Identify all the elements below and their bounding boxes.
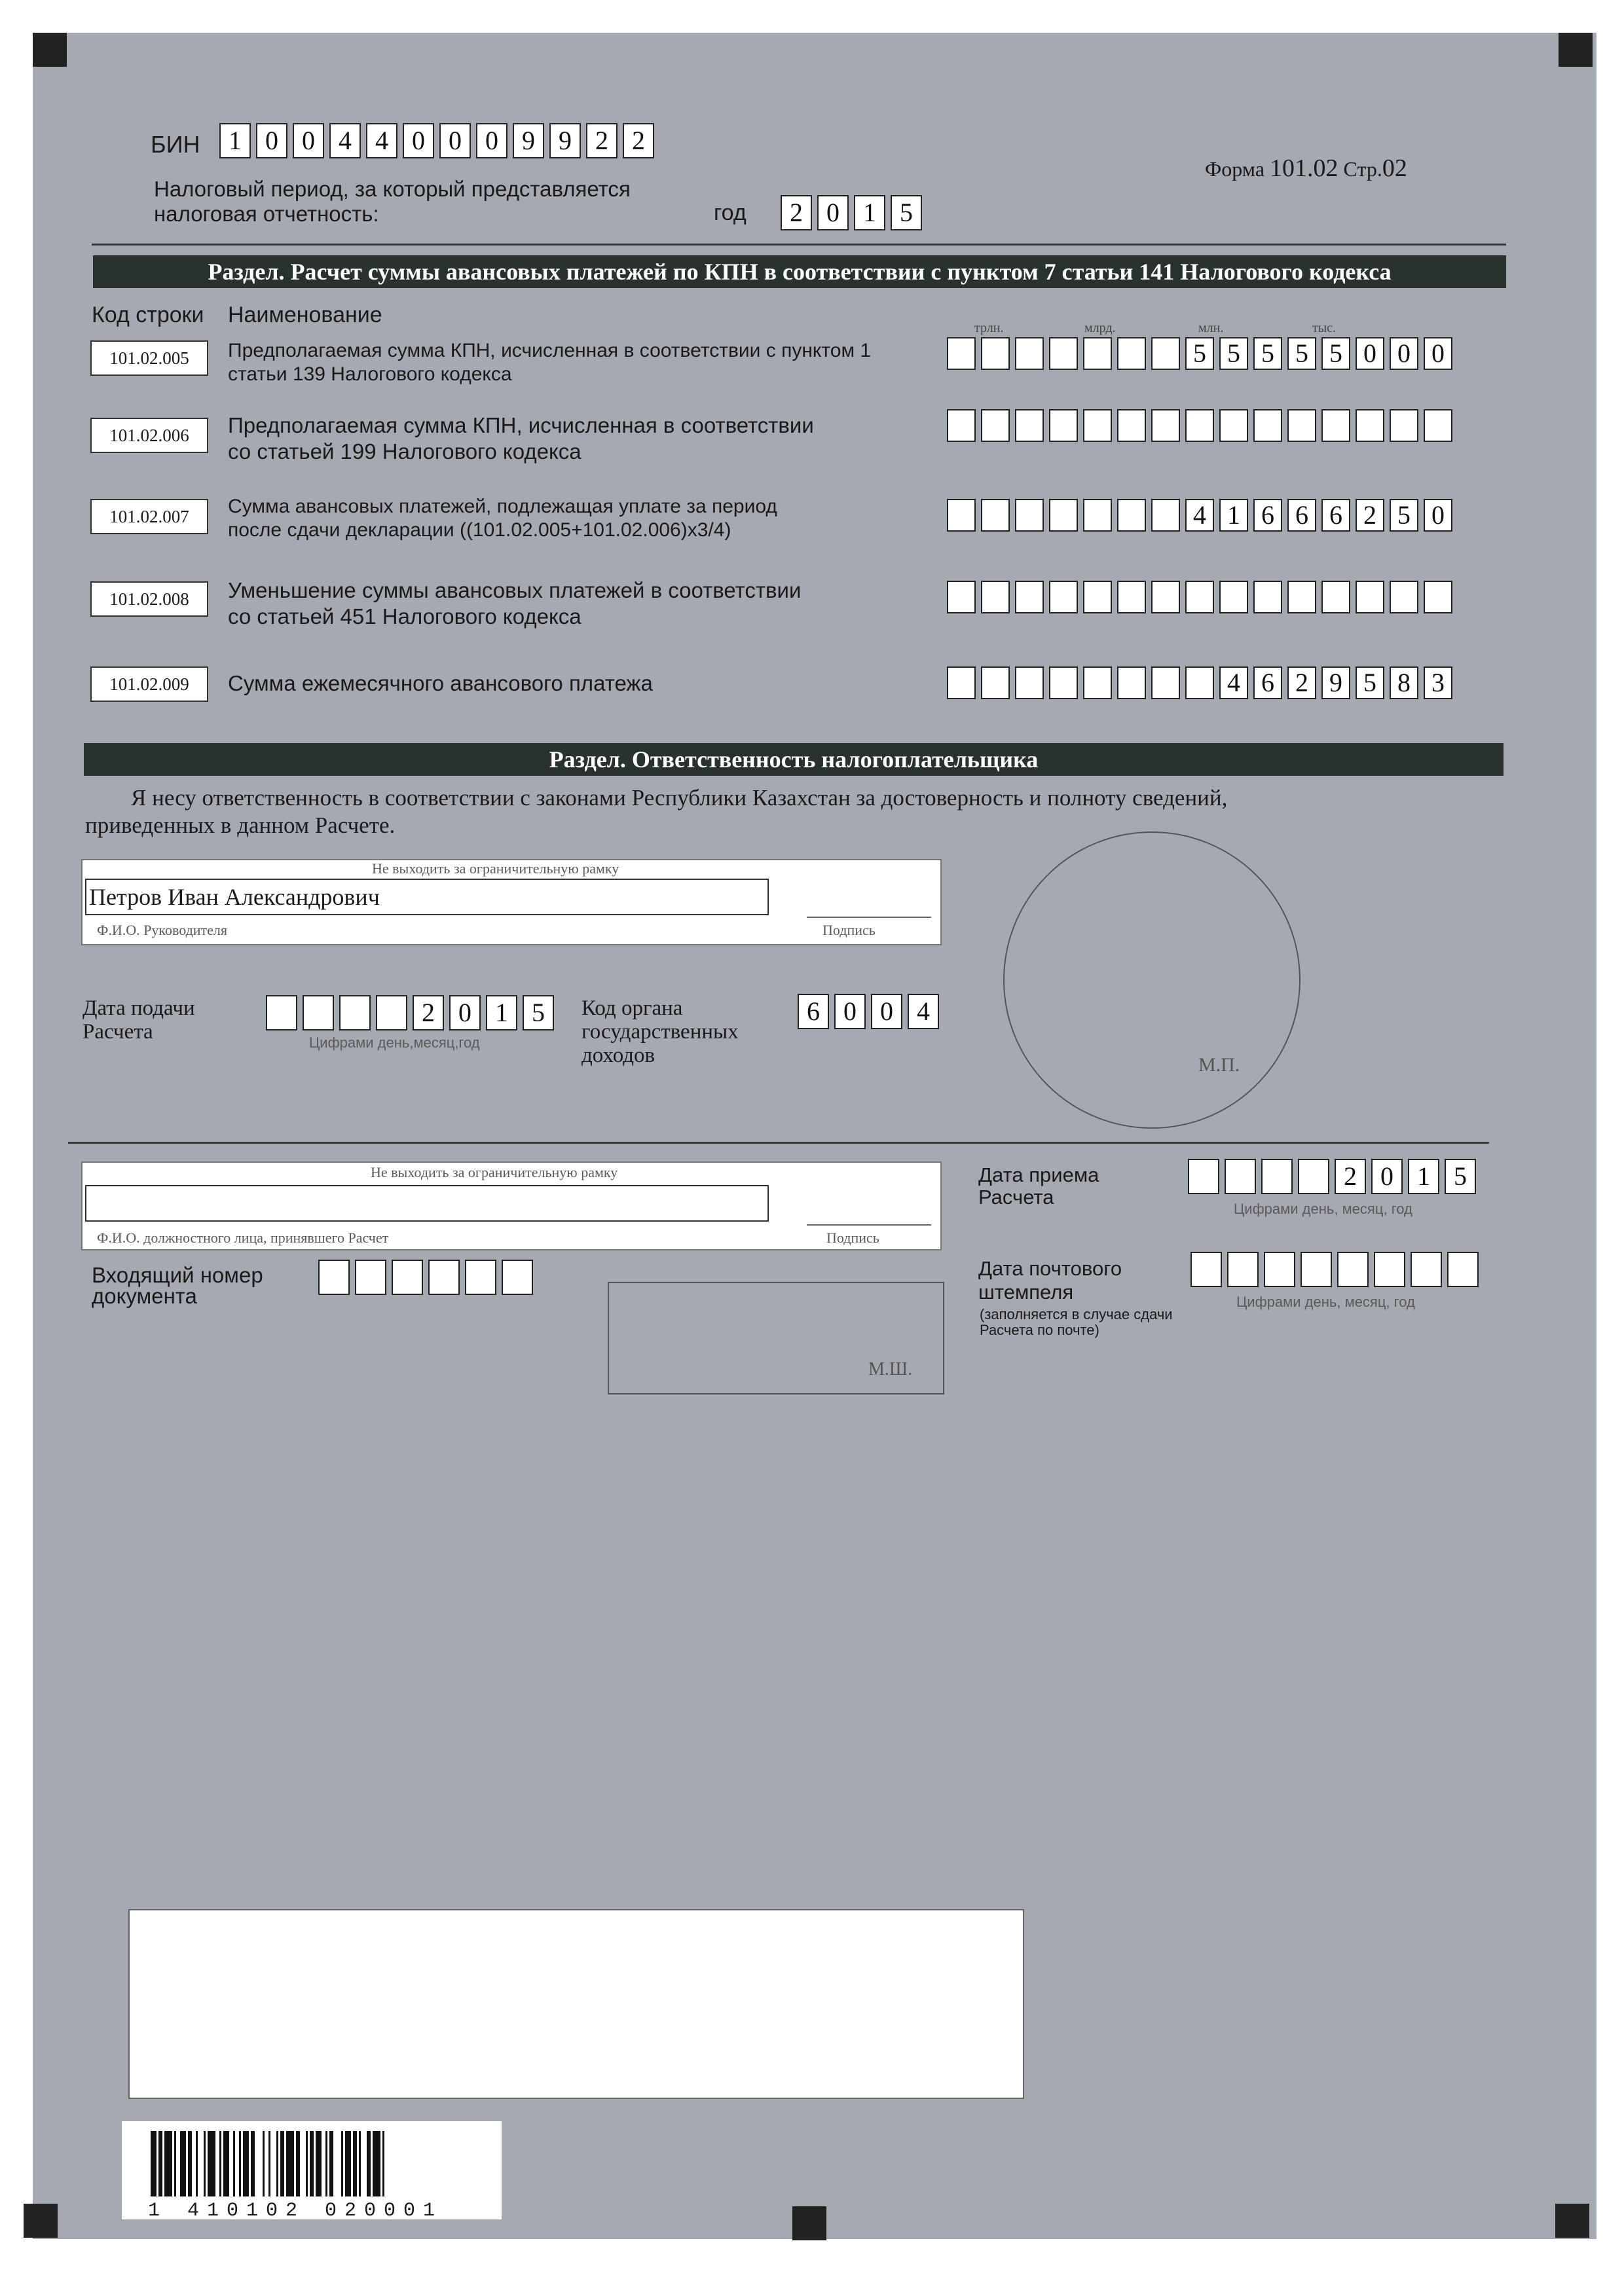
form-number-value: 101.02 bbox=[1270, 155, 1338, 182]
digit-cell[interactable]: 0 bbox=[1390, 337, 1418, 370]
digit-cell[interactable]: 6 bbox=[1321, 499, 1350, 532]
digit-cell[interactable] bbox=[1151, 337, 1180, 370]
digit-cell[interactable]: 6 bbox=[1253, 666, 1282, 699]
digit-cell[interactable] bbox=[1117, 581, 1146, 613]
digit-cell[interactable]: 0 bbox=[1356, 337, 1384, 370]
digit-cell[interactable]: 5 bbox=[1390, 499, 1418, 532]
digit-cell[interactable] bbox=[1390, 581, 1418, 613]
digit-cell[interactable] bbox=[1301, 1252, 1332, 1287]
page-label: Стр. bbox=[1343, 157, 1382, 181]
digit-cell[interactable] bbox=[1424, 409, 1452, 442]
digit-cell[interactable] bbox=[1151, 409, 1180, 442]
amount-field-101-02-009[interactable] bbox=[947, 666, 1452, 699]
digit-cell[interactable] bbox=[1117, 499, 1146, 532]
bin-field[interactable] bbox=[219, 123, 654, 158]
digit-cell[interactable] bbox=[1185, 409, 1214, 442]
digit-cell[interactable] bbox=[1117, 337, 1146, 370]
official-name-caption: Ф.И.О. должностного лица, принявшего Расчет bbox=[97, 1230, 389, 1246]
digit-cell[interactable] bbox=[1151, 499, 1180, 532]
digit-cell[interactable]: 2 bbox=[1356, 499, 1384, 532]
amount-field-101-02-006[interactable] bbox=[947, 409, 1452, 442]
digit-cell[interactable]: 5 bbox=[1185, 337, 1214, 370]
received-date-field[interactable] bbox=[1188, 1159, 1476, 1194]
digit-cell[interactable]: 0 bbox=[1424, 337, 1452, 370]
column-header-name: Наименование bbox=[228, 302, 382, 327]
digit-cell[interactable]: 6 bbox=[1253, 499, 1282, 532]
digit-cell[interactable]: 5 bbox=[1253, 337, 1282, 370]
barcode-bar bbox=[208, 2131, 215, 2196]
digit-cell[interactable]: 8 bbox=[1390, 666, 1418, 699]
unit-label-thousand: тыс. bbox=[1312, 321, 1337, 335]
digit-cell[interactable]: 6 bbox=[1287, 499, 1316, 532]
digit-cell[interactable] bbox=[1424, 581, 1452, 613]
digit-cell[interactable] bbox=[1411, 1252, 1442, 1287]
digit-cell[interactable] bbox=[1321, 581, 1350, 613]
digit-cell[interactable]: 1 bbox=[1408, 1159, 1439, 1194]
digit-cell[interactable] bbox=[1287, 581, 1316, 613]
row-name-101-02-005: Предполагаемая сумма КПН, исчисленная в соответствии с пунктом 1 статьи 139 Налогового кодекса bbox=[228, 340, 872, 385]
row-name-101-02-007: Сумма авансовых платежей, подлежащая уплате за период после сдачи декларации ((101.02.005+101.02.006)x3/4) bbox=[228, 496, 777, 541]
digit-cell[interactable] bbox=[1253, 581, 1282, 613]
director-name-field[interactable]: Петров Иван Александрович bbox=[85, 879, 769, 915]
registration-mark-top-left bbox=[33, 33, 67, 67]
digit-cell[interactable] bbox=[1356, 581, 1384, 613]
digit-cell[interactable] bbox=[1049, 666, 1078, 699]
postal-date-caption: Цифрами день, месяц, год bbox=[1236, 1294, 1415, 1310]
barcode-bar bbox=[188, 2131, 192, 2196]
unit-label-billion: млрд. bbox=[1084, 321, 1116, 335]
barcode-bar bbox=[263, 2131, 265, 2196]
barcode-bar bbox=[316, 2131, 322, 2196]
digit-cell[interactable]: 0 bbox=[293, 123, 324, 158]
digit-cell[interactable] bbox=[1015, 581, 1044, 613]
column-header-code: Код строки bbox=[92, 302, 204, 327]
form-label: Форма bbox=[1205, 157, 1265, 181]
digit-cell[interactable]: 4 bbox=[1185, 499, 1214, 532]
amount-field-101-02-008[interactable] bbox=[947, 581, 1452, 613]
registration-mark-bottom-right bbox=[1555, 2204, 1589, 2238]
barcode-bar bbox=[276, 2131, 278, 2196]
digit-cell[interactable] bbox=[1185, 581, 1214, 613]
official-name-field[interactable] bbox=[85, 1185, 769, 1222]
digit-cell[interactable] bbox=[947, 666, 976, 699]
director-frame-note: Не выходить за ограничительную рамку bbox=[372, 860, 619, 877]
digit-cell[interactable]: 0 bbox=[871, 994, 902, 1029]
digit-cell[interactable] bbox=[355, 1260, 386, 1295]
digit-cell[interactable] bbox=[1356, 409, 1384, 442]
director-signature-caption: Подпись bbox=[822, 922, 876, 938]
barcode-bar bbox=[204, 2131, 206, 2196]
digit-cell[interactable]: 2 bbox=[781, 195, 812, 230]
digit-cell[interactable]: 0 bbox=[817, 195, 849, 230]
digit-cell[interactable] bbox=[1083, 337, 1112, 370]
received-date-label: Дата приема Расчета bbox=[978, 1163, 1099, 1209]
barcode-bar bbox=[306, 2131, 308, 2196]
digit-cell[interactable] bbox=[947, 581, 976, 613]
digit-cell[interactable] bbox=[1219, 409, 1248, 442]
digit-cell[interactable]: 4 bbox=[329, 123, 361, 158]
submit-date-caption: Цифрами день,месяц,год bbox=[309, 1034, 480, 1051]
form-number bbox=[1205, 154, 1407, 183]
digit-cell[interactable]: 4 bbox=[908, 994, 939, 1029]
digit-cell[interactable] bbox=[1447, 1252, 1479, 1287]
row-code-101-02-009: 101.02.009 bbox=[90, 666, 208, 702]
digit-cell[interactable] bbox=[1083, 581, 1112, 613]
digit-cell[interactable]: 0 bbox=[834, 994, 866, 1029]
row-name-101-02-006: Предполагаемая сумма КПН, исчисленная в соответствии со статьей 199 Налогового кодекса bbox=[228, 413, 814, 464]
digit-cell[interactable] bbox=[1185, 666, 1214, 699]
director-signature-line[interactable] bbox=[807, 901, 931, 918]
section1-title-bar: Раздел. Расчет суммы авансовых платежей по КПН в соответствии с пунктом 7 статьи 141 Налогового кодекса bbox=[93, 255, 1506, 288]
digit-cell[interactable]: 9 bbox=[513, 123, 544, 158]
digit-cell[interactable] bbox=[1321, 409, 1350, 442]
digit-cell[interactable] bbox=[1374, 1252, 1405, 1287]
digit-cell[interactable]: 2 bbox=[1335, 1159, 1366, 1194]
digit-cell[interactable] bbox=[339, 995, 371, 1030]
digit-cell[interactable] bbox=[303, 995, 334, 1030]
digit-cell[interactable] bbox=[1227, 1252, 1259, 1287]
year-label: год bbox=[714, 200, 747, 225]
barcode-bar bbox=[329, 2131, 333, 2196]
barcode-bar bbox=[373, 2131, 380, 2196]
digit-cell[interactable]: 2 bbox=[623, 123, 654, 158]
digit-cell[interactable]: 9 bbox=[1321, 666, 1350, 699]
official-signature-caption: Подпись bbox=[826, 1230, 879, 1246]
row-name-101-02-008: Уменьшение суммы авансовых платежей в соответствии со статьей 451 Налогового кодекса bbox=[228, 578, 802, 629]
digit-cell[interactable] bbox=[1151, 666, 1180, 699]
barcode-bar bbox=[367, 2131, 371, 2196]
digit-cell[interactable] bbox=[1264, 1252, 1295, 1287]
barcode-bar bbox=[251, 2131, 255, 2196]
digit-cell[interactable] bbox=[1015, 499, 1044, 532]
digit-cell[interactable]: 9 bbox=[549, 123, 581, 158]
digit-cell[interactable]: 4 bbox=[366, 123, 397, 158]
digit-cell[interactable]: 5 bbox=[891, 195, 922, 230]
digit-cell[interactable]: 2 bbox=[586, 123, 618, 158]
barcode-bar bbox=[359, 2131, 361, 2196]
digit-cell[interactable] bbox=[266, 995, 297, 1030]
digit-cell[interactable] bbox=[1015, 409, 1044, 442]
digit-cell[interactable] bbox=[376, 995, 407, 1030]
digit-cell[interactable]: 5 bbox=[1445, 1159, 1476, 1194]
digit-cell[interactable] bbox=[1225, 1159, 1256, 1194]
digit-cell[interactable] bbox=[1261, 1159, 1293, 1194]
digit-cell[interactable] bbox=[392, 1260, 423, 1295]
digit-cell[interactable]: 3 bbox=[1424, 666, 1452, 699]
digit-cell[interactable] bbox=[318, 1260, 350, 1295]
digit-cell[interactable] bbox=[1390, 409, 1418, 442]
digit-cell[interactable]: 0 bbox=[439, 123, 471, 158]
responsibility-statement: Я несу ответственность в соответствии с законами Республики Казахстан за достоверность и полноту сведений, приведенных в данном Расчете. bbox=[85, 785, 1228, 838]
seal-circle bbox=[1003, 831, 1301, 1129]
row-name-101-02-009: Сумма ежемесячного авансового платежа bbox=[228, 671, 653, 695]
barcode-bar bbox=[233, 2131, 235, 2196]
digit-cell[interactable]: 1 bbox=[219, 123, 251, 158]
digit-cell[interactable] bbox=[1049, 499, 1078, 532]
digit-cell[interactable]: 1 bbox=[486, 995, 517, 1030]
barcode-bar bbox=[164, 2131, 172, 2196]
digit-cell[interactable]: 4 bbox=[1219, 666, 1248, 699]
unit-label-million: млн. bbox=[1198, 321, 1224, 335]
registration-mark-top-right bbox=[1559, 33, 1593, 67]
digit-cell[interactable] bbox=[1049, 581, 1078, 613]
official-frame-note: Не выходить за ограничительную рамку bbox=[371, 1164, 618, 1180]
digit-cell[interactable] bbox=[1083, 409, 1112, 442]
digit-cell[interactable] bbox=[981, 581, 1010, 613]
digit-cell[interactable] bbox=[1151, 581, 1180, 613]
digit-cell[interactable] bbox=[947, 499, 976, 532]
digit-cell[interactable]: 0 bbox=[256, 123, 287, 158]
digit-cell[interactable] bbox=[1049, 337, 1078, 370]
barcode-bar bbox=[310, 2131, 314, 2196]
unit-label-trillion: трлн. bbox=[974, 321, 1004, 335]
period-label: Налоговый период, за который представляется налоговая отчетность: bbox=[154, 177, 631, 226]
row-code-101-02-005: 101.02.005 bbox=[90, 340, 208, 376]
office-stamp-label: М.Ш. bbox=[868, 1359, 913, 1379]
barcode-bar bbox=[174, 2131, 176, 2196]
digit-cell[interactable] bbox=[1253, 409, 1282, 442]
barcode-number: 1 410102 020001 bbox=[148, 2200, 443, 2222]
digit-cell[interactable]: 0 bbox=[1424, 499, 1452, 532]
director-name-caption: Ф.И.О. Руководителя bbox=[97, 922, 228, 938]
digit-cell[interactable]: 0 bbox=[403, 123, 434, 158]
postal-date-field[interactable] bbox=[1190, 1252, 1479, 1287]
office-divider bbox=[68, 1142, 1489, 1144]
registration-mark-bottom-center bbox=[792, 2206, 826, 2240]
barcode-bar bbox=[219, 2131, 221, 2196]
digit-cell[interactable]: 6 bbox=[798, 994, 829, 1029]
barcode-bar bbox=[353, 2131, 357, 2196]
barcode-bar bbox=[243, 2131, 249, 2196]
digit-cell[interactable]: 0 bbox=[476, 123, 507, 158]
digit-cell[interactable] bbox=[1298, 1159, 1329, 1194]
amount-field-101-02-007[interactable] bbox=[947, 499, 1452, 532]
row-code-101-02-007: 101.02.007 bbox=[90, 499, 208, 534]
digit-cell[interactable]: 1 bbox=[1219, 499, 1248, 532]
barcode-bar bbox=[151, 2131, 157, 2196]
submit-date-label: Дата подачи Расчета bbox=[83, 996, 195, 1044]
barcode-bar bbox=[196, 2131, 198, 2196]
barcode-bar bbox=[382, 2131, 384, 2196]
barcode-bar bbox=[296, 2131, 300, 2196]
amount-field-101-02-005[interactable] bbox=[947, 337, 1452, 370]
section2-title-bar: Раздел. Ответственность налогоплательщика bbox=[84, 743, 1504, 776]
authority-code-field[interactable] bbox=[798, 994, 939, 1029]
authority-code-label: Код органа государственных доходов bbox=[581, 996, 739, 1067]
incoming-number-field[interactable] bbox=[318, 1260, 533, 1295]
barcode-bar bbox=[280, 2131, 284, 2196]
postal-stamp-label: Дата почтового штемпеля bbox=[978, 1257, 1122, 1303]
digit-cell[interactable] bbox=[981, 499, 1010, 532]
digit-cell[interactable]: 2 bbox=[1287, 666, 1316, 699]
digit-cell[interactable] bbox=[1190, 1252, 1222, 1287]
digit-cell[interactable]: 5 bbox=[1219, 337, 1248, 370]
digit-cell[interactable]: 1 bbox=[854, 195, 885, 230]
digit-cell[interactable] bbox=[1117, 666, 1146, 699]
blank-notes-area bbox=[128, 1909, 1024, 2099]
digit-cell[interactable]: 5 bbox=[1321, 337, 1350, 370]
digit-cell[interactable] bbox=[428, 1260, 460, 1295]
digit-cell[interactable] bbox=[1083, 499, 1112, 532]
digit-cell[interactable] bbox=[1188, 1159, 1219, 1194]
digit-cell[interactable] bbox=[1083, 666, 1112, 699]
digit-cell[interactable]: 5 bbox=[1356, 666, 1384, 699]
digit-cell[interactable] bbox=[1015, 666, 1044, 699]
barcode-bar bbox=[158, 2131, 162, 2196]
digit-cell[interactable] bbox=[981, 337, 1010, 370]
digit-cell[interactable] bbox=[502, 1260, 533, 1295]
barcode-bar bbox=[286, 2131, 294, 2196]
digit-cell[interactable]: 5 bbox=[1287, 337, 1316, 370]
barcode-bar bbox=[325, 2131, 327, 2196]
postal-stamp-note: (заполняется в случае сдачи Расчета по почте) bbox=[980, 1306, 1173, 1338]
barcode-bar bbox=[180, 2131, 186, 2196]
barcode-bar bbox=[341, 2131, 343, 2196]
barcode-bar bbox=[345, 2131, 351, 2196]
digit-cell[interactable] bbox=[465, 1260, 496, 1295]
official-signature-line[interactable] bbox=[807, 1209, 931, 1226]
header-divider bbox=[92, 244, 1506, 246]
digit-cell[interactable]: 5 bbox=[523, 995, 554, 1030]
row-code-101-02-008: 101.02.008 bbox=[90, 581, 208, 617]
barcode-bar bbox=[223, 2131, 229, 2196]
digit-cell[interactable]: 0 bbox=[1371, 1159, 1403, 1194]
year-field[interactable] bbox=[781, 195, 922, 230]
bin-label: БИН bbox=[151, 131, 200, 158]
digit-cell[interactable] bbox=[1117, 409, 1146, 442]
digit-cell[interactable] bbox=[1015, 337, 1044, 370]
barcode-image bbox=[151, 2131, 478, 2196]
barcode-bar bbox=[239, 2131, 241, 2196]
registration-mark-bottom-left bbox=[24, 2204, 58, 2238]
digit-cell[interactable] bbox=[981, 409, 1010, 442]
page-number: 02 bbox=[1382, 155, 1407, 182]
row-code-101-02-006: 101.02.006 bbox=[90, 418, 208, 453]
seal-label: М.П. bbox=[1198, 1054, 1240, 1076]
digit-cell[interactable]: 2 bbox=[413, 995, 444, 1030]
received-date-caption: Цифрами день, месяц, год bbox=[1234, 1201, 1412, 1217]
digit-cell[interactable] bbox=[981, 666, 1010, 699]
digit-cell[interactable] bbox=[1287, 409, 1316, 442]
digit-cell[interactable] bbox=[1049, 409, 1078, 442]
incoming-number-label: Входящий номер документа bbox=[92, 1263, 263, 1308]
digit-cell[interactable]: 0 bbox=[449, 995, 481, 1030]
digit-cell[interactable] bbox=[1219, 581, 1248, 613]
digit-cell[interactable] bbox=[1337, 1252, 1369, 1287]
submit-date-field[interactable] bbox=[266, 995, 554, 1030]
digit-cell[interactable] bbox=[947, 409, 976, 442]
digit-cell[interactable] bbox=[947, 337, 976, 370]
barcode-bar bbox=[268, 2131, 270, 2196]
